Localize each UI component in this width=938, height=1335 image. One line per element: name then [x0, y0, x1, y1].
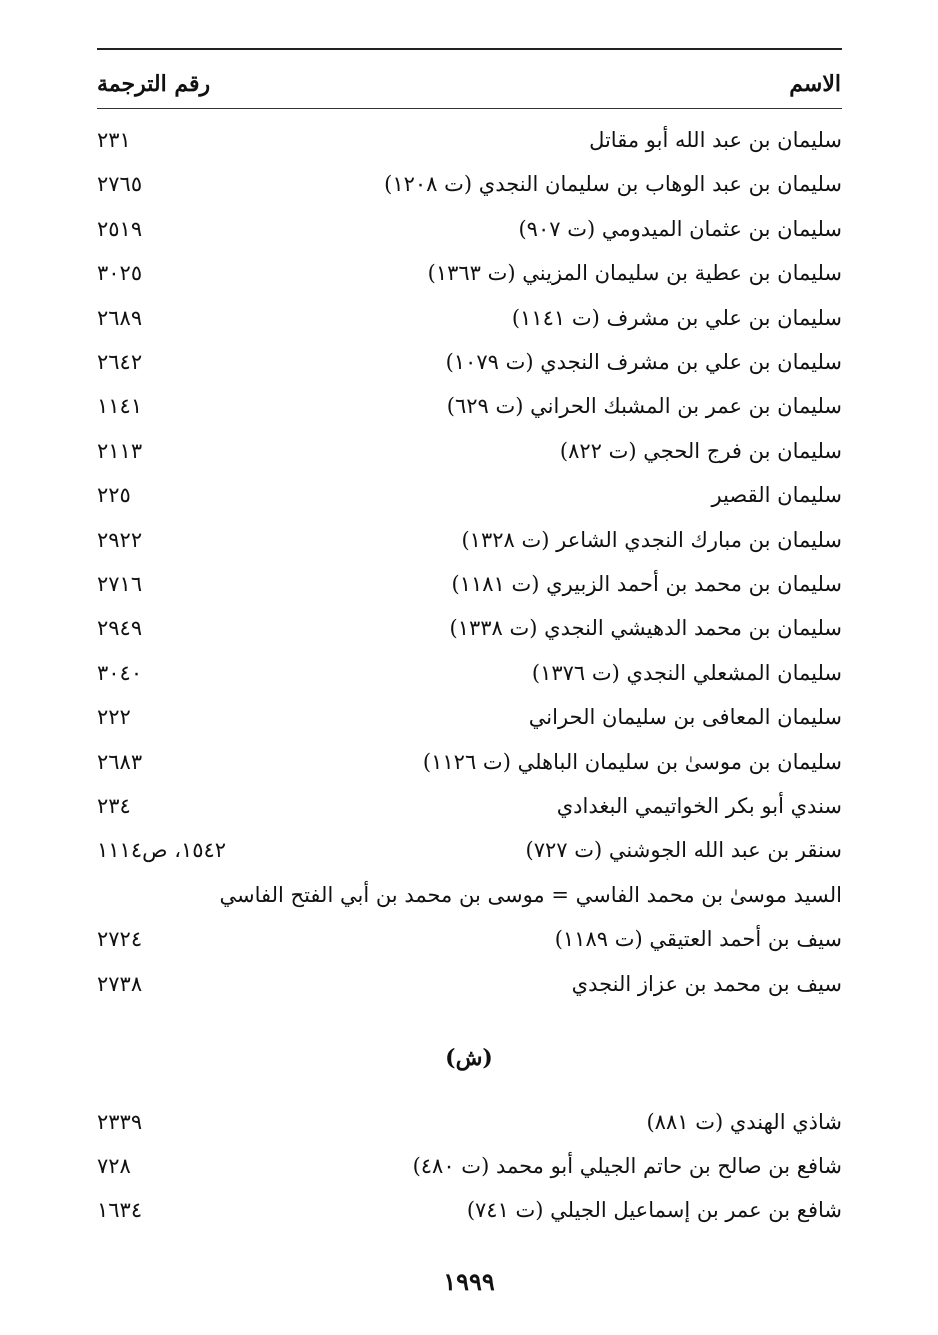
name-column-header: الاسم [789, 71, 841, 97]
entry-number: ٢٧٢٤ [97, 927, 143, 952]
entry-name: شافع بن عمر بن إسماعيل الجيلي (ت ٧٤١) [466, 1198, 842, 1222]
entry-name: سليمان بن محمد بن أحمد الزبيري (ت ١١٨١) [451, 572, 842, 596]
header-rule [97, 108, 842, 109]
entry-number: ٢٩٢٢ [97, 527, 143, 552]
entry-name: السيد موسىٰ بن محمد الفاسي = موسى بن محمد بن أبي الفتح الفاسي [219, 882, 842, 907]
entry-number: ٢٧٣٨ [97, 971, 143, 996]
entry-name: سليمان بن عمر بن المشبك الحراني (ت ٦٢٩) [446, 394, 842, 419]
entry-number: ٢٦٨٩ [97, 305, 143, 330]
entry-name: سليمان بن محمد الدهيشي النجدي (ت ١٣٣٨) [449, 616, 842, 641]
entry-name: سليمان بن علي بن مشرف (ت ١١٤١) [511, 305, 842, 330]
entry-number: ٢٦٤٢ [97, 350, 143, 374]
entry-name: شاذي الهندي (ت ٨٨١) [646, 1110, 842, 1134]
index-entry [97, 608, 842, 648]
entry-number: ١٥٤٢، ص١١١٤ [97, 838, 227, 863]
entry-name: سليمان بن علي بن مشرف النجدي (ت ١٠٧٩) [445, 350, 842, 374]
index-entry [97, 964, 842, 1004]
index-entry [97, 431, 842, 471]
number-column-header: رقم الترجمة [97, 71, 211, 97]
index-entry [97, 1102, 842, 1142]
index-entry [97, 875, 842, 915]
entry-name: شافع بن صالح بن حاتم الجيلي أبو محمد (ت ٤٨٠) [412, 1154, 842, 1178]
entry-name: سنقر بن عبد الله الجوشني (ت ٧٢٧) [525, 838, 842, 863]
entry-number: ٢١١٣ [97, 438, 143, 463]
entry-number: ٢٦٨٣ [97, 749, 143, 774]
entry-number: ٢٣٤ [97, 794, 131, 818]
index-entry [97, 253, 842, 293]
index-entry [97, 653, 842, 693]
entry-name: سليمان بن فرج الحجي (ت ٨٢٢) [559, 438, 842, 463]
index-entry [97, 830, 842, 870]
entry-name: سليمان بن مبارك النجدي الشاعر (ت ١٣٢٨) [461, 527, 842, 552]
index-entry [97, 786, 842, 826]
entry-name: سليمان القصير [711, 483, 842, 508]
entry-name: سليمان المعافى بن سليمان الحراني [528, 705, 842, 730]
index-entry [97, 1146, 842, 1186]
index-entry [97, 209, 842, 249]
entry-number: ٢٢٥ [97, 483, 131, 508]
entry-name: سندي أبو بكر الخواتيمي البغدادي [556, 794, 842, 818]
entry-name: سيف بن أحمد العتيقي (ت ١١٨٩) [554, 927, 842, 952]
entry-name: سليمان بن موسىٰ بن سليمان الباهلي (ت ١١٢٦) [422, 749, 842, 774]
entry-name: سليمان بن عبد الوهاب بن سليمان النجدي (ت ١٢٠٨) [384, 172, 842, 197]
entry-number: ٢٢٢ [97, 705, 131, 730]
index-entry [97, 386, 842, 426]
entry-number: ٢٣٣٩ [97, 1110, 143, 1134]
index-entry [97, 475, 842, 515]
entry-number: ١١٤١ [97, 394, 143, 419]
entry-number: ٢٧١٦ [97, 572, 143, 596]
entry-name: سليمان بن عثمان الميدومي (ت ٩٠٧) [518, 216, 842, 241]
index-entry [97, 742, 842, 782]
entry-number: ٢٩٤٩ [97, 616, 143, 641]
entry-name: سيف بن محمد بن عزاز النجدي [571, 971, 842, 996]
entry-number: ٢٧٦٥ [97, 172, 143, 197]
entry-number: ٣٠٤٠ [97, 660, 143, 685]
index-entry [97, 919, 842, 959]
entry-number: ٢٣١ [97, 128, 131, 152]
index-entry [97, 120, 842, 160]
index-entry [97, 342, 842, 382]
entry-name: سليمان بن عطية بن سليمان المزيني (ت ١٣٦٣) [427, 261, 842, 286]
entry-number: ٣٠٢٥ [97, 261, 143, 286]
page-number: ١٩٩٩ [443, 1267, 495, 1296]
entry-name: سليمان بن عبد الله أبو مقاتل [589, 128, 842, 152]
entry-number: ١٦٣٤ [97, 1198, 143, 1222]
top-rule [97, 48, 842, 50]
section-heading: (ش) [445, 1045, 493, 1071]
entry-number: ٢٥١٩ [97, 216, 143, 241]
index-entry [97, 164, 842, 204]
index-entry [97, 564, 842, 604]
index-entry [97, 1190, 842, 1230]
index-entry [97, 697, 842, 737]
entry-name: سليمان المشعلي النجدي (ت ١٣٧٦) [531, 660, 842, 685]
index-entry [97, 520, 842, 560]
index-entry [97, 298, 842, 338]
entry-number: ٧٢٨ [97, 1154, 131, 1178]
